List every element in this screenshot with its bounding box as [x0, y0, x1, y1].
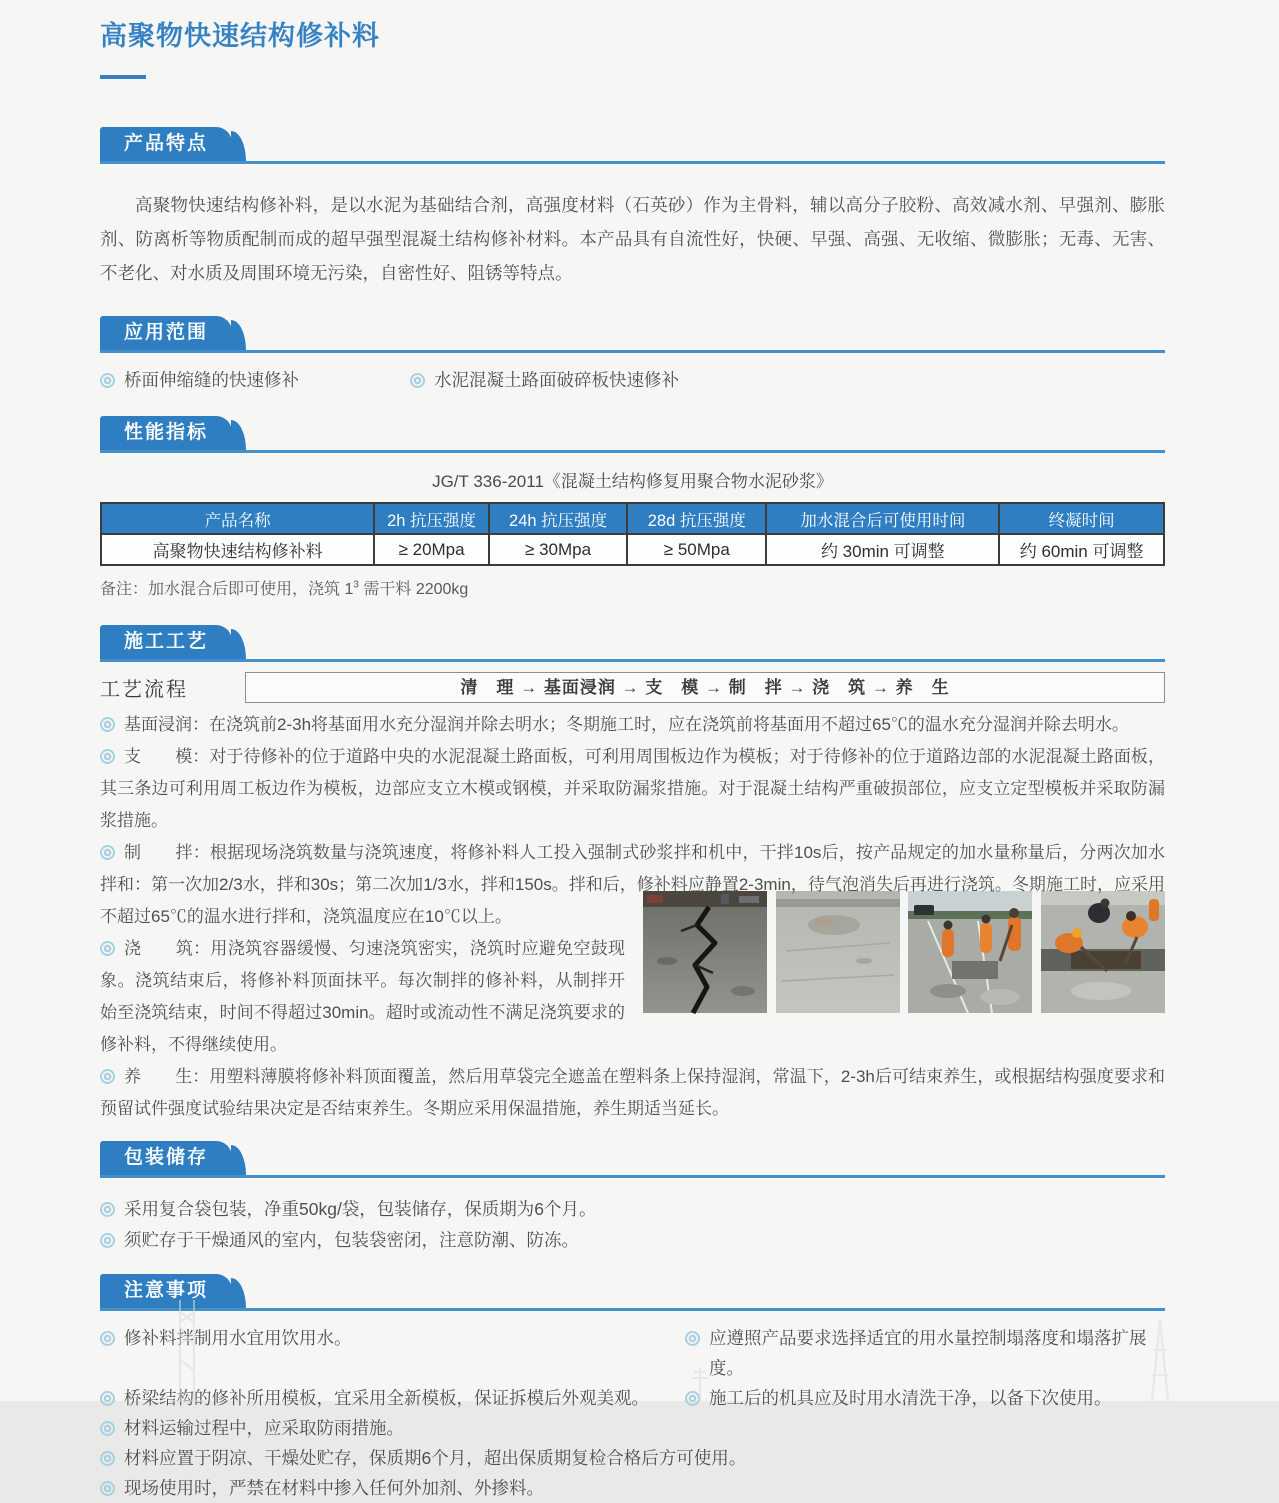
notes-grid — [100, 1323, 1165, 1413]
note-item — [100, 1413, 1165, 1443]
section-header-packaging — [100, 1141, 1165, 1178]
section-header-process — [100, 625, 1165, 662]
section-header-features — [100, 127, 1165, 164]
double-circle-bullet-icon — [100, 717, 115, 732]
process-step-text: 制 拌：根据现场浇筑数量与浇筑速度，将修补料人工投入强制式砂浆拌和机中，干拌10s后，按产品规定的加水量称量后，分两次加水拌和：第一次加2/3水，拌和30s；第二次加1/3水，拌和150s。拌和后，修补料应静置2-3min，待气泡消失后再进行浇筑。冬期施工时，应采用不超过65℃的温水进行拌和，浇筑温度应在10℃以上。 — [100, 843, 1165, 926]
note-item — [685, 1323, 1165, 1383]
double-circle-bullet-icon — [100, 1421, 115, 1436]
notes-bottom-list — [100, 1413, 1165, 1503]
note-item-text: 现场使用时，严禁在材料中掺入任何外加剂、外掺料。 — [124, 1478, 544, 1498]
site-photo-strip — [643, 891, 1165, 1013]
applications-row — [100, 365, 1165, 396]
damaged-surface-photo — [776, 891, 900, 1013]
process-flow-row — [100, 672, 1165, 703]
process-step-text: 养 生：用塑料薄膜将修补料顶面覆盖，然后用草袋完全遮盖在塑料条上保持湿润，常温下，2-3h后可结束养生，或根据结构强度要求和预留试件强度试验结果决定是否结束养生。冬期应采用保温措施，养生期适当延长。 — [100, 1067, 1165, 1118]
column-header: 终凝时间 — [999, 503, 1164, 534]
process-step-text: 支 模：对于待修补的位于道路中央的水泥混凝土路面板，可利用周围板边作为模板；对于待修补的位于道路边部的水泥混凝土路面板，其三条边可利用周工板边作为模板，边部应支立木模或钢模，并采取防漏浆措施。对于混凝土结构严重破损部位，应支立定型模板并采取防漏浆措施。 — [100, 747, 1165, 830]
table-cell: ≥ 30Mpa — [489, 534, 627, 565]
double-circle-bullet-icon — [410, 373, 425, 388]
packaging-item — [100, 1194, 1165, 1225]
note-item-text: 修补料拌制用水宜用饮用水。 — [124, 1328, 352, 1348]
process-step-wetting — [100, 709, 1165, 741]
note-item-text: 材料运输过程中，应采取防雨措施。 — [124, 1418, 404, 1438]
double-circle-bullet-icon — [100, 749, 115, 764]
application-item-label: 桥面伸缩缝的快速修补 — [124, 370, 299, 390]
watermark-tower-icon — [160, 1300, 240, 1401]
column-header: 28d 抗压强度 — [627, 503, 766, 534]
process-step-text: 基面浸润：在浇筑前2-3h将基面用水充分湿润并除去明水；冬期施工时，应在浇筑前将基面用不超过65℃的温水充分湿润并除去明水。 — [124, 715, 1129, 734]
table-cell: 高聚物快速结构修补料 — [101, 534, 374, 565]
table-footnote — [100, 576, 1165, 599]
section-header-notes — [100, 1274, 1165, 1311]
double-circle-bullet-icon — [100, 1481, 115, 1496]
table-cell: 约 60min 可调整 — [999, 534, 1164, 565]
packaging-item-text: 采用复合袋包装，净重50kg/袋，包装储存，保质期为6个月。 — [124, 1199, 597, 1219]
performance-table — [100, 502, 1165, 566]
title-underline-dash — [100, 75, 146, 79]
section-tab-applications: 应用范围 — [100, 316, 232, 350]
column-header: 加水混合后可使用时间 — [766, 503, 999, 534]
process-step-formwork — [100, 741, 1165, 837]
packaging-list — [100, 1194, 1165, 1256]
application-item-label: 水泥混凝土路面破碎板快速修补 — [434, 370, 679, 390]
workers-finishing-photo — [1041, 891, 1165, 1013]
footnote-superscript: 3 — [353, 579, 359, 591]
flow-diagram-box: 清 理 → 基面浸润 → 支 模 → 制 拌 → 浇 筑 → 养 生 — [245, 672, 1165, 703]
column-header: 产品名称 — [101, 503, 374, 534]
table-cell: ≥ 20Mpa — [374, 534, 489, 565]
flow-label: 工艺流程 — [100, 679, 188, 701]
standard-reference: JG/T 336-2011《混凝土结构修复用聚合物水泥砂浆》 — [432, 472, 833, 491]
application-item — [100, 365, 410, 396]
features-paragraph: 高聚物快速结构修补料，是以水泥为基础结合剂，高强度材料（石英砂）作为主骨料，辅以高分子胶粉、高效减水剂、早强剂、膨胀剂、防离析等物质配制而成的超早强型混凝土结构修补材料。本产品具有自流性好，快硬、早强、高强、无收缩、微膨胀；无毒、无害、不老化、对水质及周围环境无污染，自密性好、阻锈等特点。 — [100, 195, 1165, 283]
section-tab-features: 产品特点 — [100, 127, 232, 161]
packaging-item — [100, 1225, 1165, 1256]
table-cell: 约 30min 可调整 — [766, 534, 999, 565]
performance-table-header-row — [101, 503, 1164, 534]
process-step-text: 浇 筑：用浇筑容器缓慢、匀速浇筑密实，浇筑时应避免空鼓现象。浇筑结束后，将修补料顶面抹平。每次制拌的修补料，从制拌开始至浇筑结束，时间不得超过30min。超时或流动性不满足浇筑要求的修补料，不得继续使用。 — [100, 939, 625, 1054]
watermark-pole-icon — [680, 1368, 720, 1401]
footnote-text: 需干料 2200kg — [358, 581, 469, 598]
column-header: 2h 抗压强度 — [374, 503, 489, 534]
double-circle-bullet-icon — [100, 941, 115, 956]
section-tab-notes: 注意事项 — [100, 1274, 232, 1308]
workers-repairing-photo — [908, 891, 1032, 1013]
note-item — [100, 1443, 1165, 1473]
section-tab-process: 施工工艺 — [100, 625, 232, 659]
process-step-curing — [100, 1061, 1165, 1125]
double-circle-bullet-icon — [100, 373, 115, 388]
application-item — [410, 365, 679, 396]
double-circle-bullet-icon — [100, 1233, 115, 1248]
double-circle-bullet-icon — [685, 1331, 700, 1346]
section-tab-packaging: 包装储存 — [100, 1141, 232, 1175]
footnote-text: 备注：加水混合后即可使用，浇筑 1 — [100, 581, 354, 598]
section-header-applications — [100, 316, 1165, 353]
double-circle-bullet-icon — [100, 1331, 115, 1346]
note-item-text: 材料应置于阴凉、干燥处贮存，保质期6个月，超出保质期复检合格后方可使用。 — [124, 1448, 747, 1468]
watermark-spire-icon — [1140, 1320, 1180, 1401]
note-item — [685, 1383, 1165, 1413]
column-header: 24h 抗压强度 — [489, 503, 627, 534]
double-circle-bullet-icon — [100, 845, 115, 860]
section-tab-performance: 性能指标 — [100, 416, 232, 450]
note-item-text: 应遵照产品要求选择适宜的用水量控制塌落度和塌落扩展度。 — [709, 1328, 1147, 1378]
note-item-text: 施工后的机具应及时用水清洗干净，以备下次使用。 — [709, 1388, 1112, 1408]
packaging-item-text: 须贮存于干燥通风的室内，包装袋密闭，注意防潮、防冻。 — [124, 1230, 579, 1250]
table-cell: ≥ 50Mpa — [627, 534, 766, 565]
note-item-text: 桥梁结构的修补所用模板，宜采用全新模板，保证拆模后外观美观。 — [124, 1388, 649, 1408]
performance-table-row — [101, 534, 1164, 565]
double-circle-bullet-icon — [100, 1391, 115, 1406]
cracked-pavement-photo — [643, 891, 767, 1013]
double-circle-bullet-icon — [100, 1202, 115, 1217]
double-circle-bullet-icon — [100, 1069, 115, 1084]
section-header-performance — [100, 416, 1165, 453]
page-title: 高聚物快速结构修补料 — [100, 21, 380, 51]
double-circle-bullet-icon — [100, 1451, 115, 1466]
note-item — [100, 1473, 1165, 1503]
